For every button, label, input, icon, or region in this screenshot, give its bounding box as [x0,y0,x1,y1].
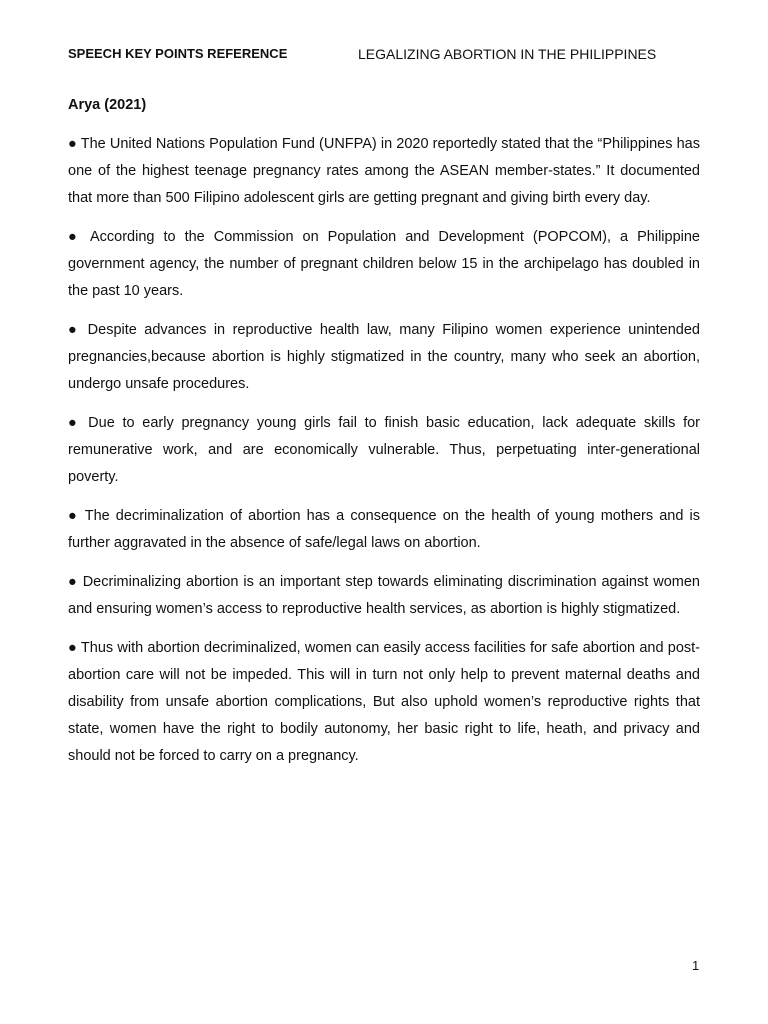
header-title-right: LEGALIZING ABORTION IN THE PHILIPPINES [358,46,657,62]
header-title-left: SPEECH KEY POINTS REFERENCE [68,46,288,61]
key-point-3: ● Despite advances in reproductive health law, many Filipino women experience unintended pregnancies,because abortion is highly stigmatized in the country, many who seek an abortion, undergo unsafe procedures. [68,322,700,392]
key-point-7: ● Thus with abortion decriminalized, women can easily access facilities for safe abortion and post-abortion care will not be impeded. This will in turn not only help to prevent maternal deaths and disability from unsafe abortion complications, But also uphold women’s reproductive rights that state, women have the right to bodily autonomy, her basic right to life, heath, and privacy and should not be forced to carry on a pregnancy. [68,640,700,764]
page-number: 1 [692,958,700,973]
key-point-4: ● Due to early pregnancy young girls fail to finish basic education, lack adequate skills for remunerative work, and are economically vulnerable. Thus, perpetuating inter-generational poverty. [68,415,700,485]
key-point-2: ● According to the Commission on Population and Development (POPCOM), a Philippine government agency, the number of pregnant children below 15 in the archipelago has doubled in the past 10 years. [68,229,700,299]
key-points-list [68,131,700,782]
key-point-5: ● The decriminalization of abortion has a consequence on the health of young mothers and is further aggravated in the absence of safe/legal laws on abortion. [68,508,700,551]
author-citation: Arya (2021) [68,97,147,113]
key-point-6: ● Decriminalizing abortion is an important step towards eliminating discrimination against women and ensuring women’s access to reproductive health services, as abortion is highly stigmatized. [68,574,700,617]
key-point-1: ● The United Nations Population Fund (UNFPA) in 2020 reportedly stated that the “Philippines has one of the highest teenage pregnancy rates among the ASEAN member-states.” It documented that more than 500 Filipino adolescent girls are getting pregnant and giving birth every day. [68,136,700,206]
page-header [68,45,708,65]
